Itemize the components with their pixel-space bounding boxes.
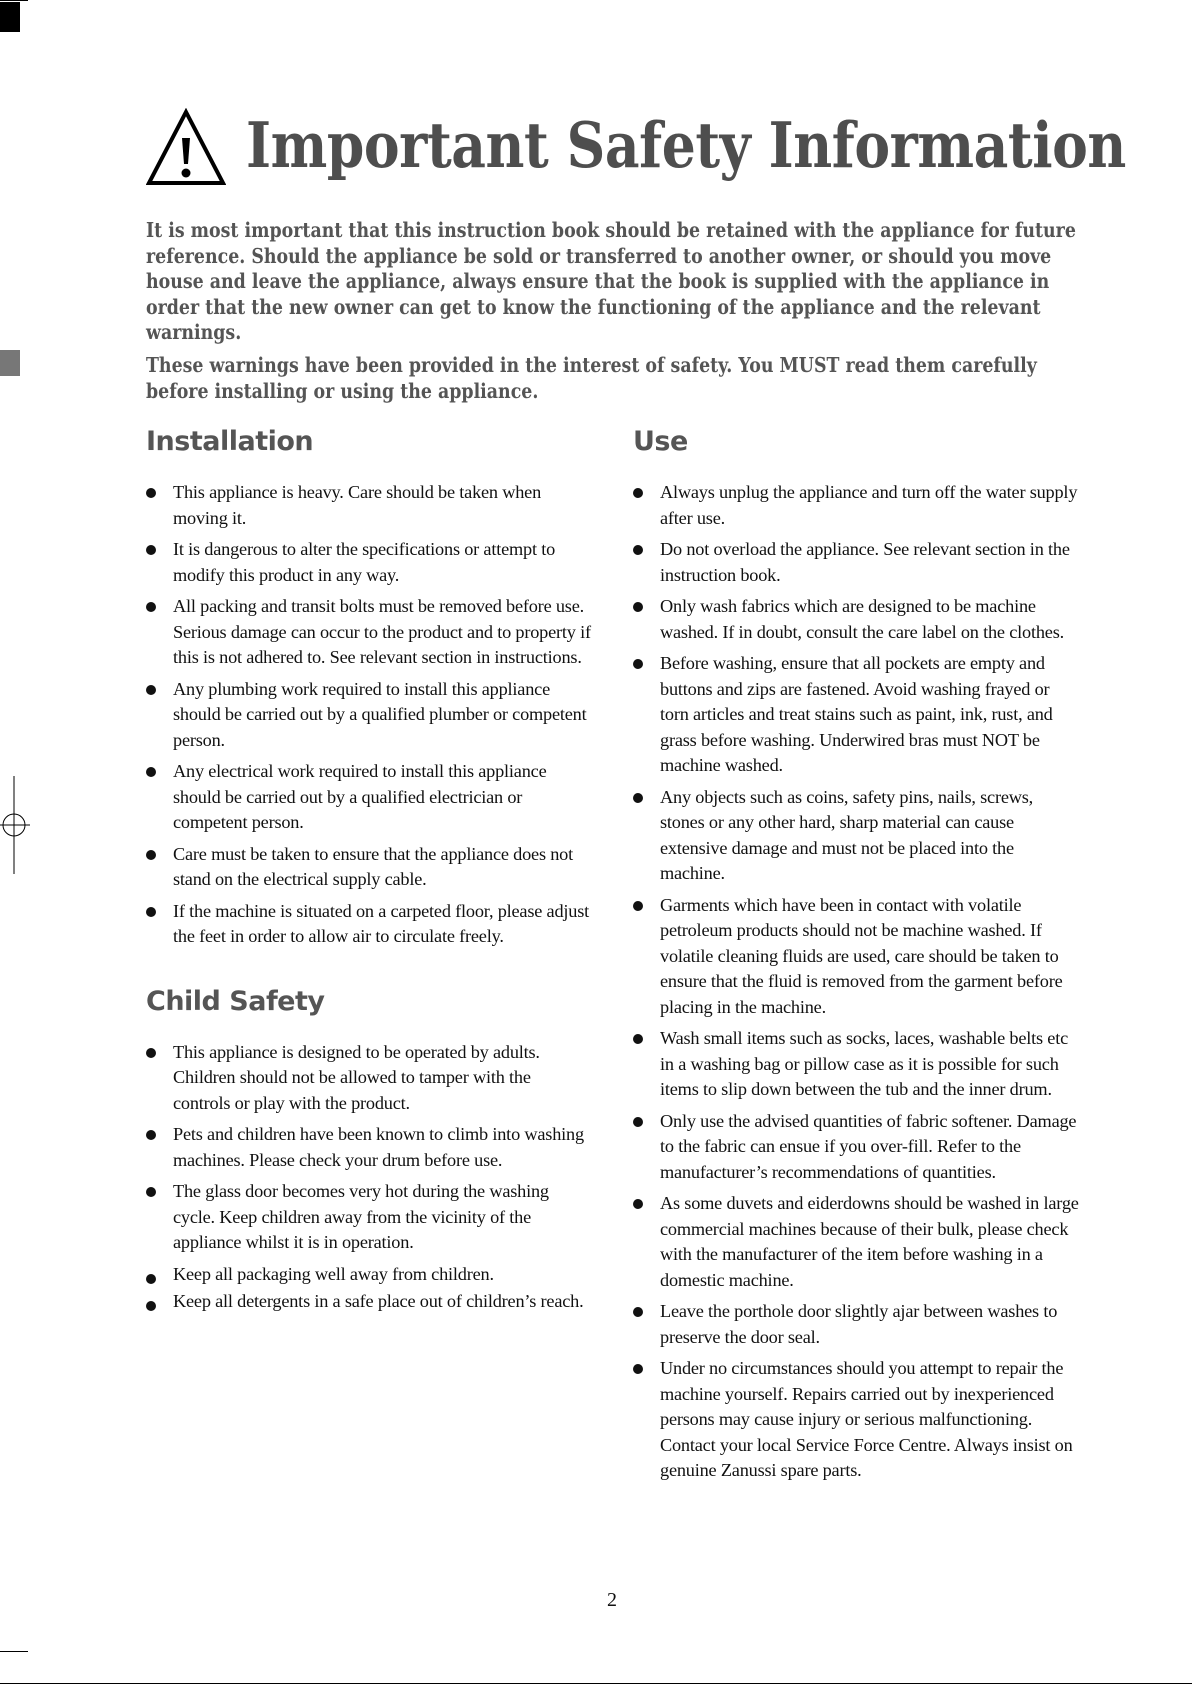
right-column [633,425,1081,1490]
list-item [146,677,592,754]
list-item-text: Leave the porthole door slightly ajar between washes to preserve the door seal. [660,1301,1058,1347]
bullet-icon [146,545,156,555]
bullet-icon [146,850,156,860]
list-item [633,1026,1081,1103]
list-item-text: If the machine is situated on a carpeted floor, please adjust the feet in order to allow air to circulate freely. [173,900,590,946]
bullet-icon [146,1301,156,1311]
list-item [146,594,592,671]
list-item [146,1122,592,1173]
list-item [633,651,1081,779]
bullet-icon [633,488,643,498]
list-item [633,1299,1081,1350]
crop-mark-top [0,0,28,1]
bullet-icon [146,1048,156,1058]
list-item-text: Any plumbing work required to install this appliance should be carried out by a qualified plumber or competent person. [173,678,587,750]
list-item-text: Do not overload the appliance. See relevant section in the instruction book. [660,539,1070,585]
list-item-text: Keep all detergents in a safe place out of children’s reach. [173,1291,584,1311]
list-item [146,1289,592,1315]
bullet-icon [146,685,156,695]
list-item [633,537,1081,588]
list-item [633,1356,1081,1484]
bullet-icon [633,602,643,612]
crop-mark-bottom [0,1651,28,1652]
list-item [146,899,592,950]
installation-heading: Installation [146,426,314,457]
bullet-icon [633,659,643,669]
bullet-icon [633,545,643,555]
list-item-text: Pets and children have been known to climb into washing machines. Please check your drum before use. [173,1124,584,1170]
intro-paragraph: It is most important that this instruction book should be retained with the appliance for future reference. Should the appliance be sold or transferred to another owner, or should you move house and leave the appliance, always ensure that the book is supplied with the appliance in order that the new owner can get to know the functioning of the appliance and the relevant warnings. [146,218,1076,345]
list-item [146,1179,592,1256]
list-item [146,537,592,588]
list-item [146,480,592,531]
list-item [633,1191,1081,1293]
list-item-text: Always unplug the appliance and turn off the water supply after use. [660,482,1078,528]
installation-list [146,480,592,950]
bullet-icon [633,793,643,803]
list-item [633,480,1081,531]
bullet-icon [633,901,643,911]
list-item [633,785,1081,887]
bullet-icon [633,1364,643,1374]
page-bottom-rule [0,1683,1192,1684]
use-list [633,480,1081,1484]
list-item [146,1040,592,1117]
list-item-text: It is dangerous to alter the specifications or attempt to modify this product in any way. [173,539,556,585]
list-item-text: As some duvets and eiderdowns should be washed in large commercial machines because of their bulk, please check with the manufacturer of the item before washing in a domestic machine. [660,1193,1079,1290]
bullet-icon [633,1199,643,1209]
bullet-icon [146,907,156,917]
list-item [146,842,592,893]
list-item-text: Care must be taken to ensure that the appliance does not stand on the electrical supply cable. [173,843,573,889]
page-number: 2 [607,1589,617,1611]
bullet-icon [146,602,156,612]
bullet-icon [146,1187,156,1197]
page-title: Important Safety Information [246,108,1126,182]
list-item [146,1262,592,1288]
list-item [633,893,1081,1021]
list-item [633,1109,1081,1186]
list-item-text: The glass door becomes very hot during the washing cycle. Keep children away from the vicinity of the appliance whilst it is in operation. [173,1181,549,1252]
list-item-text: Any objects such as coins, safety pins, nails, screws, stones or any other hard, sharp material can cause extensive damage and must not be placed into the machine. [660,786,1034,883]
list-item-text: Any electrical work required to install this appliance should be carried out by a qualified electrician or competent person. [173,761,547,832]
child-safety-heading: Child Safety [146,985,325,1017]
bullet-icon [633,1117,643,1127]
intro-text [146,218,1096,404]
use-heading: Use [633,426,688,457]
list-item-text: Garments which have been in contact with volatile petroleum products should not be machine washed. If volatile cleaning fluids are used, care should be taken to ensure that the fluid is removed from the garment before placing in the machine. [660,894,1063,1017]
list-item-text: All packing and transit bolts must be removed before use. Serious damage can occur to the product and to property if this is not adhered to. See relevant section in instructions. [173,596,591,667]
bullet-icon [146,488,156,498]
list-item-text: Under no circumstances should you attempt to repair the machine yourself. Repairs carried out by inexperienced persons may cause injury or serious malfunctioning. Contact your local Service Force Centre. Always insist on genuine Zanussi spare parts. [660,1358,1073,1480]
registration-square-black [0,2,20,32]
child-safety-list [146,1040,592,1315]
bullet-icon [146,767,156,777]
warning-triangle-icon [146,108,226,188]
bullet-icon [146,1130,156,1140]
bullet-icon [146,1274,156,1284]
registration-square-gray [0,350,20,376]
list-item-text: Only use the advised quantities of fabric softener. Damage to the fabric can ensue if you over-fill. Refer to the manufacturer’s recommendations of quantities. [660,1110,1077,1182]
list-item-text: This appliance is heavy. Care should be taken when moving it. [173,482,542,528]
left-column [146,425,592,1321]
list-item-text: This appliance is designed to be operated by adults. Children should not be allowed to tamper with the controls or play with the product. [173,1041,540,1113]
bullet-icon [633,1034,643,1044]
list-item-text: Keep all packaging well away from children. [173,1263,494,1284]
list-item [146,759,592,836]
bullet-icon [633,1307,643,1317]
list-item [633,594,1081,645]
registration-crosshair [0,776,30,874]
intro-warning-paragraph: These warnings have been provided in the interest of safety. You MUST read them carefully before installing or using the appliance. [146,352,1037,403]
list-item-text: Before washing, ensure that all pockets are empty and buttons and zips are fastened. Avoid washing frayed or torn articles and treat stains such as paint, ink, rust, and grass before washing. Underwired bras must NOT be machine washed. [660,653,1053,775]
list-item-text: Wash small items such as socks, laces, washable belts etc in a washing bag or pillow case as it is possible for such items to slip down between the tub and the inner drum. [660,1028,1068,1099]
list-item-text: Only wash fabrics which are designed to be machine washed. If in doubt, consult the care label on the clothes. [660,596,1064,642]
